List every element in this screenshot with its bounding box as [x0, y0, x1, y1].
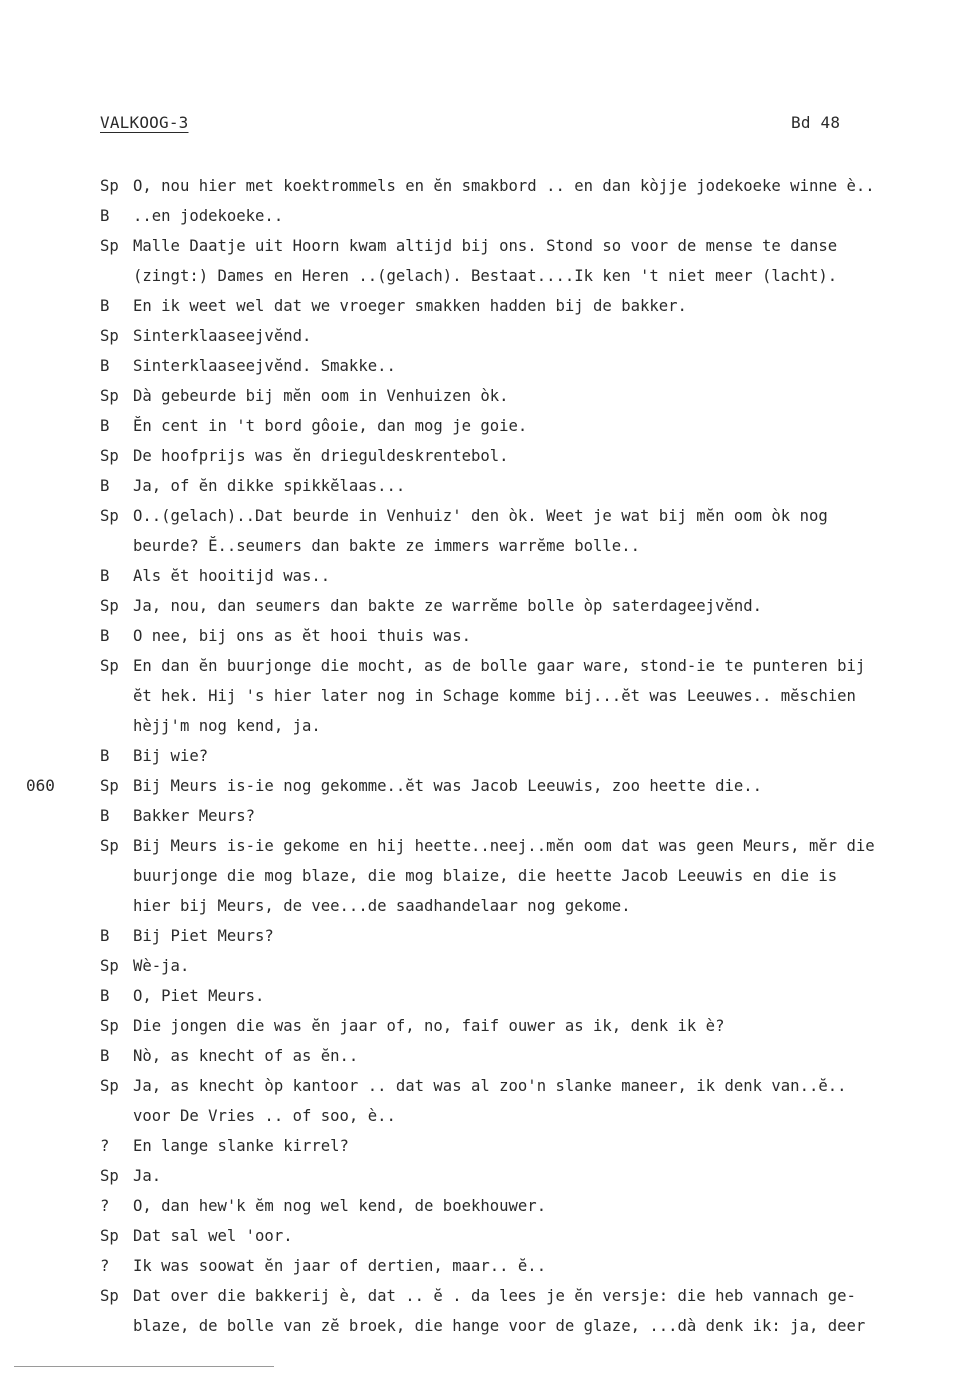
transcript-body — [0, 171, 960, 1341]
transcript-line — [0, 921, 960, 951]
transcript-line — [0, 441, 960, 471]
transcript-line — [0, 381, 960, 411]
transcript-line — [0, 1281, 960, 1311]
line-text: buurjonge die mog blaze, die mog blaize, die heette Jacob Leeuwis en die is — [133, 867, 838, 885]
speaker-label: ? — [100, 1257, 110, 1275]
line-text: (zingt:) Dames en Heren ..(gelach). Bestaat....Ik ken 't niet meer (lacht). — [133, 267, 838, 285]
transcript-line — [0, 1161, 960, 1191]
speaker-label: Sp — [100, 387, 119, 405]
line-text: hèjj'm nog kend, ja. — [133, 717, 321, 735]
line-text: O..(gelach)..Dat beurde in Venhuiz' den òk. Weet je wat bij mĕn oom òk nog — [133, 507, 828, 525]
line-text: O, dan hew'k ĕm nog wel kend, de boekhouwer. — [133, 1197, 547, 1215]
speaker-label: B — [100, 567, 110, 585]
transcript-line — [0, 201, 960, 231]
speaker-label: B — [100, 627, 110, 645]
line-text: Bij Meurs is-ie gekome en hij heette..neej..mĕn oom dat was geen Meurs, mĕr die — [133, 837, 875, 855]
line-text: Ja, nou, dan seumers dan bakte ze warrĕme bolle òp saterdageejvĕnd. — [133, 597, 763, 615]
line-text: Ja, as knecht òp kantoor .. dat was al zoo'n slanke maneer, ik denk van..ĕ.. — [133, 1077, 847, 1095]
speaker-label: ? — [100, 1197, 110, 1215]
transcript-line — [0, 231, 960, 261]
speaker-label: Sp — [100, 957, 119, 975]
transcript-line — [0, 1041, 960, 1071]
transcript-line — [0, 741, 960, 771]
speaker-label: B — [100, 357, 110, 375]
line-text: voor De Vries .. of soo, è.. — [133, 1107, 396, 1125]
line-text: Sinterklaaseejvĕnd. — [133, 327, 312, 345]
line-text: Ik was soowat ĕn jaar of dertien, maar.. ĕ.. — [133, 1257, 547, 1275]
line-text: Ja, of ĕn dikke spikkĕlaas... — [133, 477, 406, 495]
speaker-label: Sp — [100, 1167, 119, 1185]
line-text: Sinterklaaseejvĕnd. Smakke.. — [133, 357, 396, 375]
speaker-label: B — [100, 1047, 110, 1065]
speaker-label: B — [100, 207, 110, 225]
line-text: Dat sal wel 'oor. — [133, 1227, 293, 1245]
speaker-label: B — [100, 477, 110, 495]
footer-rule — [14, 1366, 274, 1367]
speaker-label: Sp — [100, 177, 119, 195]
transcript-line — [0, 411, 960, 441]
transcript-line — [0, 351, 960, 381]
transcript-line — [0, 651, 960, 681]
speaker-label: B — [100, 747, 110, 765]
speaker-label: B — [100, 987, 110, 1005]
transcript-line — [0, 1101, 960, 1131]
transcript-line — [0, 891, 960, 921]
transcript-line — [0, 621, 960, 651]
transcript-line — [0, 1011, 960, 1041]
margin-line-number: 060 — [26, 776, 55, 795]
line-text: Bakker Meurs? — [133, 807, 256, 825]
line-text: Ja. — [133, 1167, 162, 1185]
line-text: Bij Meurs is-ie nog gekomme..ĕt was Jacob Leeuwis, zoo heette die.. — [133, 777, 763, 795]
line-text: ĕt hek. Hij 's hier later nog in Schage komme bij...ĕt was Leeuwes.. mĕschien — [133, 687, 856, 705]
transcript-line — [0, 471, 960, 501]
transcript-line — [0, 171, 960, 201]
transcript-line — [0, 321, 960, 351]
speaker-label: Sp — [100, 657, 119, 675]
transcript-line — [0, 1311, 960, 1341]
speaker-label: B — [100, 417, 110, 435]
transcript-line — [0, 291, 960, 321]
transcript-line — [0, 861, 960, 891]
page-reference: Bd 48 — [791, 113, 841, 132]
line-text: Ĕn cent in 't bord gôoie, dan mog je goie. — [133, 417, 528, 435]
line-text: De hoofprijs was ĕn drieguldeskrentebol. — [133, 447, 509, 465]
line-text: Bij wie? — [133, 747, 209, 765]
transcript-line — [0, 711, 960, 741]
speaker-label: Sp — [100, 837, 119, 855]
speaker-label: Sp — [100, 327, 119, 345]
line-text: O, Piet Meurs. — [133, 987, 265, 1005]
line-text: Dà gebeurde bij mĕn oom in Venhuizen òk. — [133, 387, 509, 405]
line-text: En ik weet wel dat we vroeger smakken hadden bij de bakker. — [133, 297, 687, 315]
speaker-label: B — [100, 807, 110, 825]
transcript-line — [0, 501, 960, 531]
transcript-line — [0, 561, 960, 591]
transcript-line — [0, 531, 960, 561]
line-text: hier bij Meurs, de vee...de saadhandelaar nog gekome. — [133, 897, 631, 915]
transcript-line — [0, 1251, 960, 1281]
transcript-line — [0, 771, 960, 801]
transcript-line — [0, 981, 960, 1011]
transcript-line — [0, 1221, 960, 1251]
speaker-label: Sp — [100, 1017, 119, 1035]
speaker-label: B — [100, 927, 110, 945]
speaker-label: Sp — [100, 1287, 119, 1305]
document-title: VALKOOG-3 — [100, 113, 189, 132]
line-text: Bij Piet Meurs? — [133, 927, 274, 945]
line-text: En dan ĕn buurjonge die mocht, as de bolle gaar ware, stond-ie te punteren bij — [133, 657, 866, 675]
transcript-line — [0, 1191, 960, 1221]
speaker-label: Sp — [100, 1077, 119, 1095]
speaker-label: Sp — [100, 597, 119, 615]
speaker-label: Sp — [100, 237, 119, 255]
speaker-label: B — [100, 297, 110, 315]
transcript-line — [0, 681, 960, 711]
transcript-line — [0, 1071, 960, 1101]
line-text: Als ĕt hooitijd was.. — [133, 567, 331, 585]
speaker-label: Sp — [100, 507, 119, 525]
line-text: Die jongen die was ĕn jaar of, no, faif ouwer as ik, denk ik è? — [133, 1017, 725, 1035]
speaker-label: Sp — [100, 777, 119, 795]
transcript-line — [0, 951, 960, 981]
transcript-line — [0, 831, 960, 861]
line-text: blaze, de bolle van zĕ broek, die hange voor de glaze, ...dà denk ik: ja, deer — [133, 1317, 866, 1335]
transcript-line — [0, 801, 960, 831]
speaker-label: Sp — [100, 1227, 119, 1245]
line-text: En lange slanke kirrel? — [133, 1137, 349, 1155]
line-text: Malle Daatje uit Hoorn kwam altijd bij ons. Stond so voor de mense te danse — [133, 237, 838, 255]
line-text: Dat over die bakkerij è, dat .. ĕ . da lees je ĕn versje: die heb vannach ge- — [133, 1287, 856, 1305]
transcript-line — [0, 591, 960, 621]
transcript-line — [0, 1131, 960, 1161]
line-text: O nee, bij ons as ĕt hooi thuis was. — [133, 627, 471, 645]
line-text: O, nou hier met koektrommels en ĕn smakbord .. en dan kòjje jodekoeke winne è.. — [133, 177, 875, 195]
transcript-line — [0, 261, 960, 291]
line-text: ..en jodekoeke.. — [133, 207, 284, 225]
speaker-label: ? — [100, 1137, 110, 1155]
line-text: Wè-ja. — [133, 957, 190, 975]
speaker-label: Sp — [100, 447, 119, 465]
line-text: Nò, as knecht of as ĕn.. — [133, 1047, 359, 1065]
line-text: beurde? Ĕ..seumers dan bakte ze immers warrĕme bolle.. — [133, 537, 640, 555]
